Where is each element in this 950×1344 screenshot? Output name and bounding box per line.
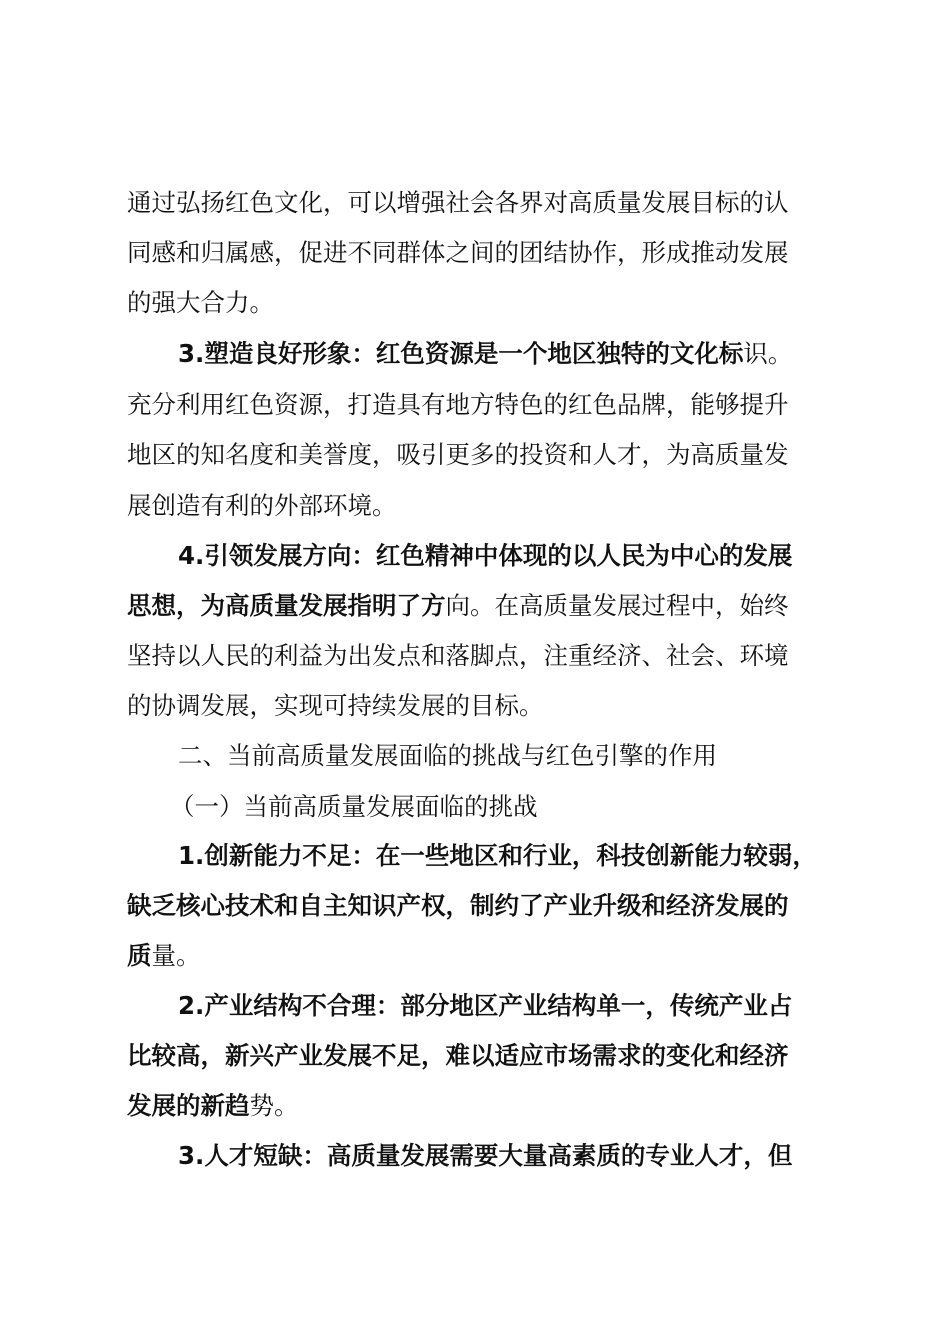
paragraph-line: 地区的知名度和美誉度，吸引更多的投资和人才，为高质量发 <box>127 440 789 469</box>
paragraph-line: 的协调发展，实现可持续发展的目标。 <box>127 691 544 720</box>
heading-line: 2.产业结构不合理：部分地区产业结构单一，传统产业占 <box>178 991 793 1020</box>
heading-line: 4.引领发展方向：红色精神中体现的以人民为中心的发展 <box>178 541 793 570</box>
paragraph-line: 缺乏核心技术和自主知识产权，制约了产业升级和经济发展的 <box>127 891 789 920</box>
paragraph-line: 通过弘扬红色文化，可以增强社会各界对高质量发展目标的认 <box>127 188 789 217</box>
paragraph-line: 质量。 <box>127 941 201 970</box>
paragraph-line: 坚持以人民的利益为出发点和落脚点，注重经济、社会、环境 <box>127 641 789 670</box>
paragraph-line: 发展的新趋势。 <box>127 1091 299 1120</box>
paragraph-line: 充分利用红色资源，打造具有地方特色的红色品牌，能够提升 <box>127 390 789 419</box>
paragraph-line: 展创造有利的外部环境。 <box>127 491 397 520</box>
heading-line: 3.塑造良好形象：红色资源是一个地区独特的文化标识。 <box>178 339 793 368</box>
heading-line: 1.创新能力不足：在一些地区和行业，科技创新能力较弱， <box>178 841 817 870</box>
paragraph-line: 思想，为高质量发展指明了方向。在高质量发展过程中，始终 <box>127 591 789 620</box>
subsection-heading: （一）当前高质量发展面临的挑战 <box>170 792 538 821</box>
paragraph-line: 同感和归属感，促进不同群体之间的团结协作，形成推动发展 <box>127 238 789 267</box>
paragraph-line: 比较高，新兴产业发展不足，难以适应市场需求的变化和经济 <box>127 1041 789 1070</box>
paragraph-line: 的强大合力。 <box>127 288 274 317</box>
section-heading: 二、当前高质量发展面临的挑战与红色引擎的作用 <box>178 741 717 770</box>
heading-line: 3.人才短缺：高质量发展需要大量高素质的专业人才，但 <box>178 1141 793 1170</box>
